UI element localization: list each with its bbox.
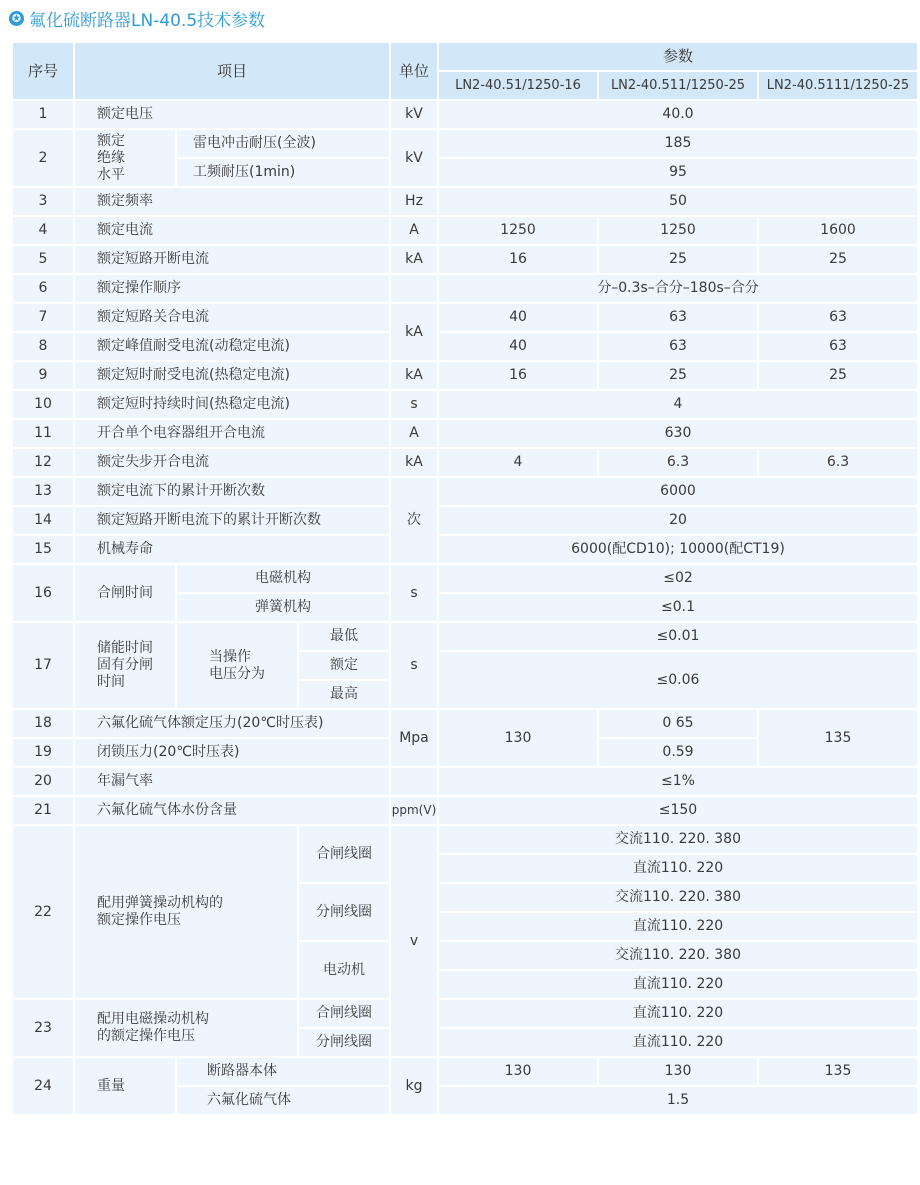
table-row <box>12 419 918 448</box>
unit-cell: Mpa <box>390 709 438 767</box>
unit-cell: Hz <box>390 187 438 216</box>
item-sub-label: 合闸线圈 <box>298 999 390 1028</box>
value-cell: 130 <box>438 709 598 767</box>
group-line: 配用弹簧操动机构的 <box>97 895 223 911</box>
value-cell: ≤0.1 <box>438 593 918 622</box>
row-number: 14 <box>12 506 74 535</box>
table-row <box>12 825 918 854</box>
value-cell: 直流110. 220 <box>438 999 918 1028</box>
value-cell: ≤0.01 <box>438 622 918 651</box>
unit-cell: kA <box>390 361 438 390</box>
value-cell: 0.59 <box>598 738 758 767</box>
item-label: 额定短路开断电流下的累计开断次数 <box>74 506 390 535</box>
table-row <box>12 274 918 303</box>
value-cell: 1250 <box>438 216 598 245</box>
row-number: 17 <box>12 622 74 709</box>
value-cell: 1.5 <box>438 1086 918 1115</box>
unit-cell: A <box>390 419 438 448</box>
group-line: 额定操作电压 <box>97 912 181 928</box>
value-cell: 63 <box>758 332 918 361</box>
item-label: 额定短路开断电流 <box>74 245 390 274</box>
table-row <box>12 622 918 651</box>
table-row <box>12 999 918 1028</box>
unit-cell: 次 <box>390 477 438 564</box>
value-cell: 130 <box>438 1057 598 1086</box>
item-label: 额定短时持续时间(热稳定电流) <box>74 390 390 419</box>
spec-table <box>11 41 919 1116</box>
value-cell: 16 <box>438 245 598 274</box>
value-cell: ≤1% <box>438 767 918 796</box>
row-number: 24 <box>12 1057 74 1115</box>
table-row <box>12 361 918 390</box>
group-line: 储能时间 <box>97 640 153 656</box>
item-group-label <box>74 622 176 709</box>
value-cell: 直流110. 220 <box>438 912 918 941</box>
unit-cell: kA <box>390 303 438 361</box>
unit-cell: kg <box>390 1057 438 1115</box>
item-group-label <box>74 825 298 999</box>
item-label: 六氟化硫气体水份含量 <box>74 796 390 825</box>
group-line: 时间 <box>97 674 125 690</box>
value-cell: 交流110. 220. 380 <box>438 883 918 912</box>
value-cell: 50 <box>438 187 918 216</box>
value-cell: ≤0.06 <box>438 651 918 709</box>
row-number: 20 <box>12 767 74 796</box>
row-number: 19 <box>12 738 74 767</box>
table-row <box>12 390 918 419</box>
value-cell: 185 <box>438 129 918 158</box>
row-number: 2 <box>12 129 74 187</box>
header-unit: 单位 <box>390 42 438 100</box>
value-cell: 6.3 <box>598 448 758 477</box>
item-sub-label: 断路器本体 <box>176 1057 390 1086</box>
item-sub-label: 工频耐压(1min) <box>176 158 390 187</box>
item-label: 闭锁压力(20℃时压表) <box>74 738 390 767</box>
row-number: 8 <box>12 332 74 361</box>
row-number: 13 <box>12 477 74 506</box>
table-row <box>12 709 918 738</box>
header-model-1: LN2-40.51/1250-16 <box>438 71 598 100</box>
table-row <box>12 245 918 274</box>
item-label: 额定频率 <box>74 187 390 216</box>
row-number: 5 <box>12 245 74 274</box>
item-group-label: 额定绝缘水平 <box>74 129 176 187</box>
value-cell: 1600 <box>758 216 918 245</box>
value-cell: 交流110. 220. 380 <box>438 825 918 854</box>
table-row <box>12 767 918 796</box>
table-row <box>12 506 918 535</box>
value-cell: 40.0 <box>438 100 918 129</box>
unit-cell: kA <box>390 448 438 477</box>
unit-cell: kA <box>390 245 438 274</box>
unit-cell: s <box>390 564 438 622</box>
unit-cell: kV <box>390 129 438 187</box>
table-row <box>12 564 918 593</box>
item-label: 额定短路关合电流 <box>74 303 390 332</box>
item-sub-label: 弹簧机构 <box>176 593 390 622</box>
item-label: 开合单个电容器组开合电流 <box>74 419 390 448</box>
item-sub-label: 电磁机构 <box>176 564 390 593</box>
item-sub-label: 最低 <box>298 622 390 651</box>
page-title <box>9 4 265 32</box>
row-number: 23 <box>12 999 74 1057</box>
value-cell: ≤02 <box>438 564 918 593</box>
value-cell: 25 <box>758 245 918 274</box>
header-model-2: LN2-40.511/1250-25 <box>598 71 758 100</box>
row-number: 16 <box>12 564 74 622</box>
row-number: 6 <box>12 274 74 303</box>
value-cell: 直流110. 220 <box>438 1028 918 1057</box>
header-item: 项目 <box>74 42 390 100</box>
item-label: 额定峰值耐受电流(动稳定电流) <box>74 332 390 361</box>
row-number: 4 <box>12 216 74 245</box>
group-line: 配用电磁操动机构 <box>97 1011 209 1027</box>
table-row <box>12 129 918 158</box>
unit-cell: v <box>390 825 438 1057</box>
value-cell: 20 <box>438 506 918 535</box>
item-label: 额定电压 <box>74 100 390 129</box>
value-cell: 40 <box>438 303 598 332</box>
table-row <box>12 796 918 825</box>
group-line: 固有分闸 <box>97 657 153 673</box>
row-number: 11 <box>12 419 74 448</box>
unit-cell: A <box>390 216 438 245</box>
value-cell: 40 <box>438 332 598 361</box>
item-label: 额定电流下的累计开断次数 <box>74 477 390 506</box>
value-cell: 130 <box>598 1057 758 1086</box>
row-number: 3 <box>12 187 74 216</box>
item-label: 六氟化硫气体额定压力(20℃时压表) <box>74 709 390 738</box>
row-number: 22 <box>12 825 74 999</box>
item-label: 额定失步开合电流 <box>74 448 390 477</box>
value-cell: 1250 <box>598 216 758 245</box>
table-row <box>12 100 918 129</box>
table-row <box>12 332 918 361</box>
mid-line: 当操作 <box>209 648 251 665</box>
value-cell: 4 <box>438 390 918 419</box>
item-sub-label: 分闸线圈 <box>298 883 390 941</box>
item-label: 额定电流 <box>74 216 390 245</box>
group-line: 的额定操作电压 <box>97 1028 195 1044</box>
row-number: 1 <box>12 100 74 129</box>
item-label: 额定短时耐受电流(热稳定电流) <box>74 361 390 390</box>
value-cell: 0 65 <box>598 709 758 738</box>
mid-line: 电压分为 <box>209 665 265 682</box>
item-group-label: 合闸时间 <box>74 564 176 622</box>
row-number: 21 <box>12 796 74 825</box>
value-cell: 25 <box>758 361 918 390</box>
value-cell: 直流110. 220 <box>438 970 918 999</box>
value-cell: 63 <box>598 332 758 361</box>
page-title-text: 氟化硫断路器LN-40.5技术参数 <box>29 10 266 31</box>
item-sub-label: 最高 <box>298 680 390 709</box>
value-cell: 4 <box>438 448 598 477</box>
unit-cell <box>390 274 438 303</box>
unit-cell: ppm(V) <box>390 796 438 825</box>
unit-cell: kV <box>390 100 438 129</box>
value-cell: ≤150 <box>438 796 918 825</box>
header-model-3: LN2-40.5111/1250-25 <box>758 71 918 100</box>
item-label: 年漏气率 <box>74 767 390 796</box>
unit-cell: s <box>390 622 438 709</box>
value-cell: 25 <box>598 245 758 274</box>
row-number: 12 <box>12 448 74 477</box>
spec-table-wrapper <box>11 41 919 1116</box>
value-cell: 63 <box>598 303 758 332</box>
row-number: 18 <box>12 709 74 738</box>
row-number: 7 <box>12 303 74 332</box>
value-cell: 135 <box>758 709 918 767</box>
item-sub-label: 六氟化硫气体 <box>176 1086 390 1115</box>
value-cell: 16 <box>438 361 598 390</box>
table-row <box>12 477 918 506</box>
header-row <box>12 42 918 71</box>
value-cell: 6000(配CD10); 10000(配CT19) <box>438 535 918 564</box>
item-group-label <box>74 999 298 1057</box>
star-icon: ✪ <box>9 11 24 26</box>
value-cell: 分–0.3s–合分–180s–合分 <box>438 274 918 303</box>
table-row <box>12 303 918 332</box>
row-number: 9 <box>12 361 74 390</box>
unit-cell <box>390 767 438 796</box>
value-cell: 63 <box>758 303 918 332</box>
row-number: 10 <box>12 390 74 419</box>
table-row <box>12 448 918 477</box>
item-sub-label: 雷电冲击耐压(全波) <box>176 129 390 158</box>
value-cell: 交流110. 220. 380 <box>438 941 918 970</box>
value-cell: 直流110. 220 <box>438 854 918 883</box>
value-cell: 95 <box>438 158 918 187</box>
table-row <box>12 216 918 245</box>
item-sub-label: 额定 <box>298 651 390 680</box>
value-cell: 6000 <box>438 477 918 506</box>
item-sub-label: 分闸线圈 <box>298 1028 390 1057</box>
value-cell: 630 <box>438 419 918 448</box>
table-row <box>12 1057 918 1086</box>
header-params: 参数 <box>438 42 918 71</box>
value-cell: 6.3 <box>758 448 918 477</box>
table-row <box>12 535 918 564</box>
item-mid-label <box>176 622 298 709</box>
item-label: 机械寿命 <box>74 535 390 564</box>
item-group-label: 重量 <box>74 1057 176 1115</box>
row-number: 15 <box>12 535 74 564</box>
value-cell: 25 <box>598 361 758 390</box>
table-row <box>12 187 918 216</box>
item-sub-label: 合闸线圈 <box>298 825 390 883</box>
item-sub-label: 电动机 <box>298 941 390 999</box>
header-seq: 序号 <box>12 42 74 100</box>
unit-cell: s <box>390 390 438 419</box>
item-label: 额定操作顺序 <box>74 274 390 303</box>
value-cell: 135 <box>758 1057 918 1086</box>
